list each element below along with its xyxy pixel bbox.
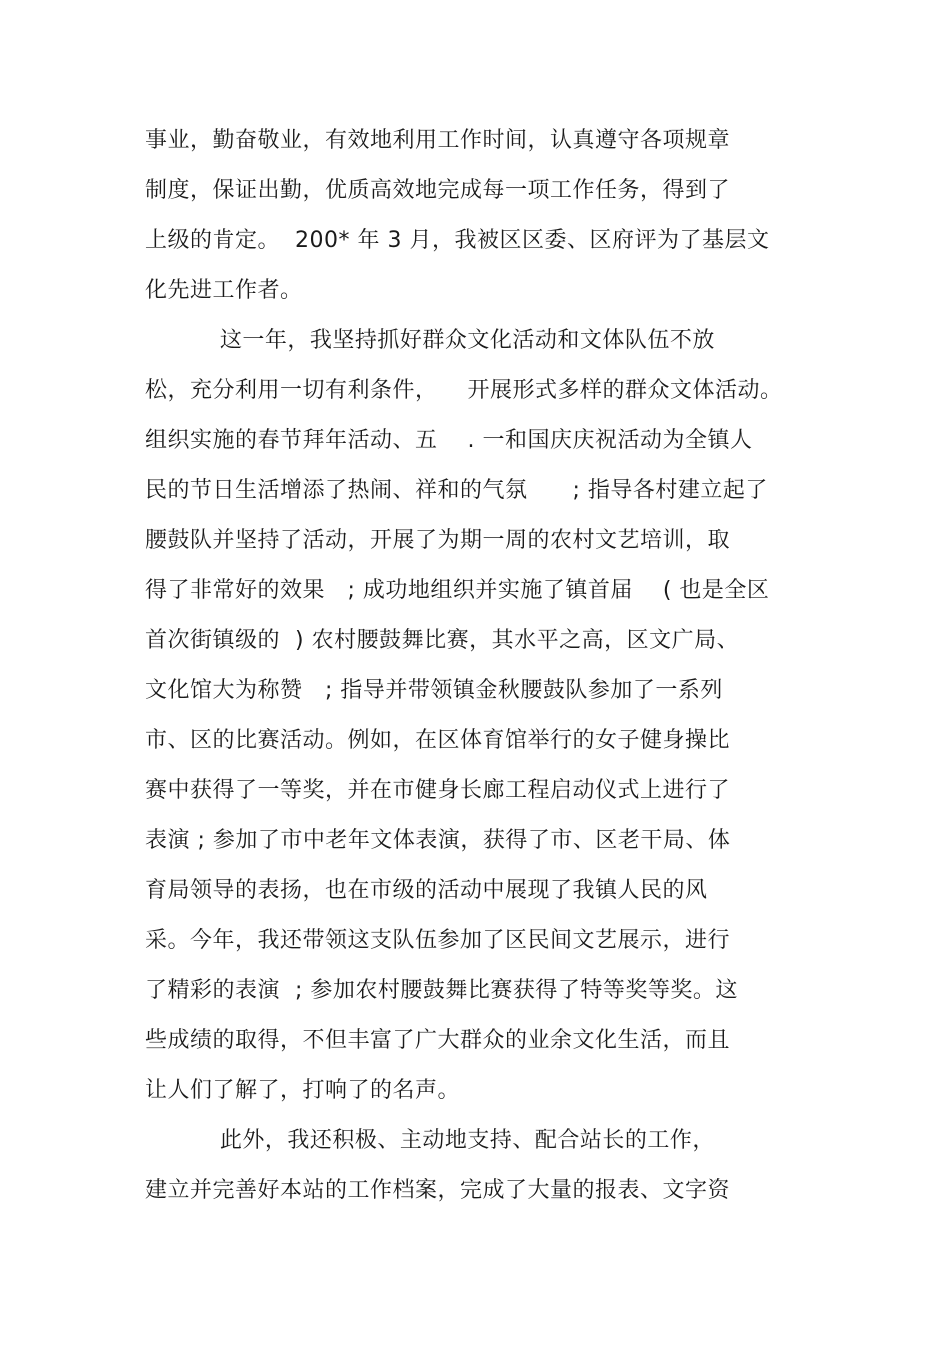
text-line: 制度，保证出勤，优质高效地完成每一项工作任务，得到了 [145,178,731,203]
text-line: 育局领导的表扬，也在市级的活动中展现了我镇人民的风 [145,878,708,903]
paragraph-start-line: 此外，我还积极、主动地支持、配合站长的工作， [145,1128,715,1153]
text-line: 让人们了解了，打响了的名声。 [145,1078,461,1103]
text-line: 表演 ; 参加了市中老年文体表演，获得了市、区老干局、体 [145,828,731,853]
text-line: 腰鼓队并坚持了活动，开展了为期一周的农村文艺培训，取 [145,528,731,553]
text-line: 组织实施的春节拜年活动、五 . 一和国庆庆祝活动为全镇人 [145,428,753,453]
text-line: 得了非常好的效果 ; 成功地组织并实施了镇首届 ( 也是全区 [145,578,770,603]
text-line: 些成绩的取得，不但丰富了广大群众的业余文化生活，而且 [145,1028,731,1053]
text-line: 事业，勤奋敬业，有效地利用工作时间，认真遵守各项规章 [145,128,731,153]
text-line: 松，充分利用一切有利条件， 开展形式多样的群众文体活动。 [145,378,783,403]
text-line: 上级的肯定。 200* 年 3 月，我被区区委、区府评为了基层文 [145,228,770,253]
text-line: 建立并完善好本站的工作档案，完成了大量的报表、文字资 [145,1178,731,1203]
text-line: 采。今年，我还带领这支队伍参加了区民间文艺展示，进行 [145,928,731,953]
text-line: 化先进工作者。 [145,278,303,303]
text-line: 首次街镇级的 ) 农村腰鼓舞比赛，其水平之高，区文广局、 [145,628,740,653]
text-line: 文化馆大为称赞 ; 指导并带领镇金秋腰鼓队参加了一系列 [145,678,723,703]
text-line: 了精彩的表演 ; 参加农村腰鼓舞比赛获得了特等奖等奖。这 [145,978,738,1003]
text-line: 民的节日生活增添了热闹、祥和的气氛 ; 指导各村建立起了 [145,478,768,503]
text-line: 赛中获得了一等奖，并在市健身长廊工程启动仪式上进行了 [145,778,731,803]
paragraph-start-line: 这一年，我坚持抓好群众文化活动和文体队伍不放 [145,328,715,353]
text-line: 市、区的比赛活动。例如，在区体育馆举行的女子健身操比 [145,728,731,753]
